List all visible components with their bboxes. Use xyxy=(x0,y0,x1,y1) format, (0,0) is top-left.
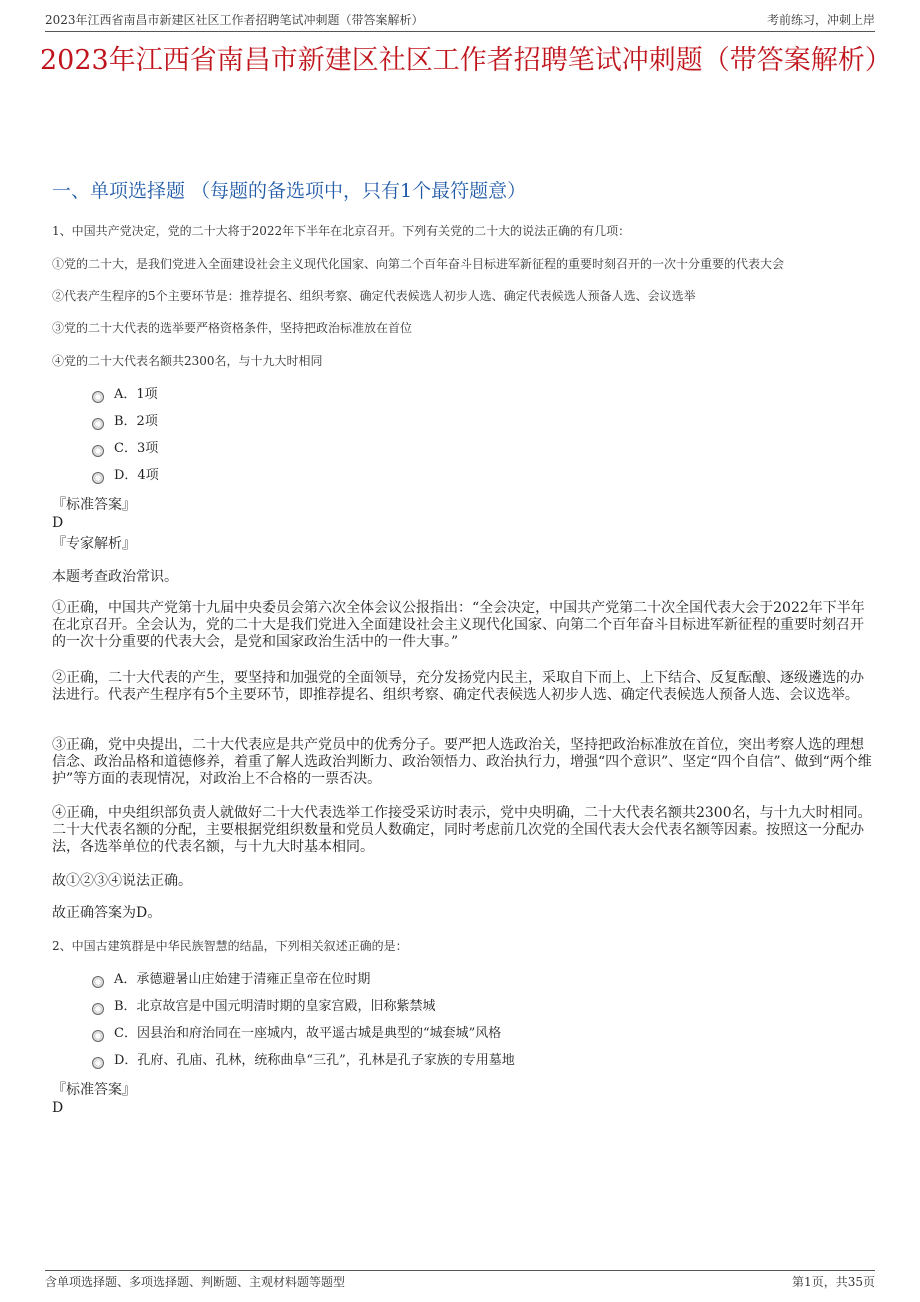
radio-icon[interactable] xyxy=(92,418,104,430)
option-label: B．北京故宫是中国元明清时期的皇家宫殿，旧称紫禁城 xyxy=(114,999,436,1014)
radio-icon[interactable] xyxy=(92,1003,104,1015)
section-heading: 一、单项选择题 （每题的备选项中，只有1个最符题意） xyxy=(52,180,527,202)
analysis-paragraph: 故①②③④说法正确。 xyxy=(52,873,192,889)
option-label: B．2项 xyxy=(114,414,158,429)
page-current: 1 xyxy=(804,1275,812,1289)
option-label: A．1项 xyxy=(114,387,158,402)
question-1-option-d[interactable] xyxy=(92,466,159,486)
option-label: C．3项 xyxy=(114,441,159,456)
header-doc-title: 2023年江西省南昌市新建区社区工作者招聘笔试冲刺题（带答案解析） xyxy=(45,13,424,27)
question-1-answer: D xyxy=(52,515,64,531)
analysis-paragraph: ①正确，中国共产党第十九届中央委员会第六次全体会议公报指出：“全会决定，中国共产党第二十次全国代表大会于2022年下半年在北京召开。全会认为，党的二十大是我们党进入全面建设社会主义现代化国家、向第二个百年奋斗目标进军新征程的重要时刻召开的一次十分重要的代表大会，是党和国家政治生活中的一件大事。” xyxy=(52,600,865,650)
radio-icon[interactable] xyxy=(92,1030,104,1042)
question-2-option-c[interactable] xyxy=(92,1024,501,1044)
question-1-stem: 1、中国共产党决定，党的二十大将于2022年下半年在北京召开。下列有关党的二十大的说法正确的有几项： xyxy=(52,224,631,238)
header-slogan: 考前练习，冲刺上岸 xyxy=(766,13,875,27)
question-1-statement-1: ①党的二十大，是我们党进入全面建设社会主义现代化国家、向第二个百年奋斗目标进军新征程的重要时刻召开的一次十分重要的代表大会 xyxy=(52,257,785,271)
question-1-option-a[interactable] xyxy=(92,385,158,405)
page-prefix: 第 xyxy=(792,1275,805,1289)
question-2-option-a[interactable] xyxy=(92,970,370,990)
page-header xyxy=(45,10,875,32)
page-total: 35 xyxy=(847,1275,863,1289)
radio-icon[interactable] xyxy=(92,472,104,484)
question-1-answer-label: 『标准答案』 xyxy=(52,497,136,513)
question-1-statement-2: ②代表产生程序的5个主要环节是：推荐提名、组织考察、确定代表候选人初步人选、确定代表候选人预备人选、会议选举 xyxy=(52,289,696,303)
question-2-option-d[interactable] xyxy=(92,1051,515,1071)
analysis-paragraph: ②正确，二十大代表的产生，要坚持和加强党的全面领导，充分发扬党内民主，采取自下而上、上下结合、反复酝酿、逐级遴选的办法进行。代表产生程序有5个主要环节，即推荐提名、组织考察、确定代表候选人初步人选、确定代表候选人预备人选、会议选举。 xyxy=(52,670,864,703)
question-1-statement-4: ④党的二十大代表名额共2300名，与十九大时相同 xyxy=(52,354,323,368)
option-label: C．因县治和府治同在一座城内，故平遥古城是典型的“城套城”风格 xyxy=(114,1026,502,1041)
footer-question-types: 含单项选择题、多项选择题、判断题、主观材料题等题型 xyxy=(45,1275,346,1289)
analysis-paragraph: ④正确，中央组织部负责人就做好二十大代表选举工作接受采访时表示，党中央明确，二十大代表名额共2300名，与十九大时相同。二十大代表名额的分配，主要根据党组织数量和党员人数确定，同时考虑前几次党的全国代表大会代表名额等因素。按照这一分配办法，各选举单位的代表名额，与十九大时基本相同。 xyxy=(52,805,872,855)
page-mid: 页，共 xyxy=(811,1275,848,1289)
option-label: A．承德避暑山庄始建于清雍正皇帝在位时期 xyxy=(114,972,371,987)
question-1-analysis-label: 『专家解析』 xyxy=(52,536,136,552)
question-1-option-c[interactable] xyxy=(92,439,158,459)
analysis-paragraph: 故正确答案为D。 xyxy=(52,905,162,921)
analysis-paragraph: ③正确，党中央提出，二十大代表应是共产党员中的优秀分子。要严把人选政治关，坚持把政治标准放在首位，突出考察人选的理想信念、政治品格和道德修养，着重了解人选政治判断力、政治领悟力、政治执行力，增强“四个意识”、坚定“四个自信”、做到“两个维护”等方面的表现情况，对政治上不合格的一票否决。 xyxy=(52,737,872,787)
radio-icon[interactable] xyxy=(92,976,104,988)
question-1-option-b[interactable] xyxy=(92,412,158,432)
radio-icon[interactable] xyxy=(92,1057,104,1069)
page-title: 2023年江西省南昌市新建区社区工作者招聘笔试冲刺题（带答案解析） xyxy=(40,45,892,76)
question-2-answer: D xyxy=(52,1100,64,1116)
page-footer xyxy=(45,1270,875,1294)
question-2-option-b[interactable] xyxy=(92,997,436,1017)
option-label: D．孔府、孔庙、孔林，统称曲阜“三孔”，孔林是孔子家族的专用墓地 xyxy=(114,1053,515,1068)
option-label: D．4项 xyxy=(114,468,159,483)
question-1-statement-3: ③党的二十大代表的选举要严格资格条件，坚持把政治标准放在首位 xyxy=(52,321,413,335)
radio-icon[interactable] xyxy=(92,445,104,457)
question-2-stem: 2、中国古建筑群是中华民族智慧的结晶，下列相关叙述正确的是： xyxy=(52,939,408,953)
page-number xyxy=(792,1271,875,1294)
page-suffix: 页 xyxy=(862,1275,875,1289)
radio-icon[interactable] xyxy=(92,391,104,403)
analysis-paragraph: 本题考查政治常识。 xyxy=(52,569,178,585)
question-2-answer-label: 『标准答案』 xyxy=(52,1082,136,1098)
